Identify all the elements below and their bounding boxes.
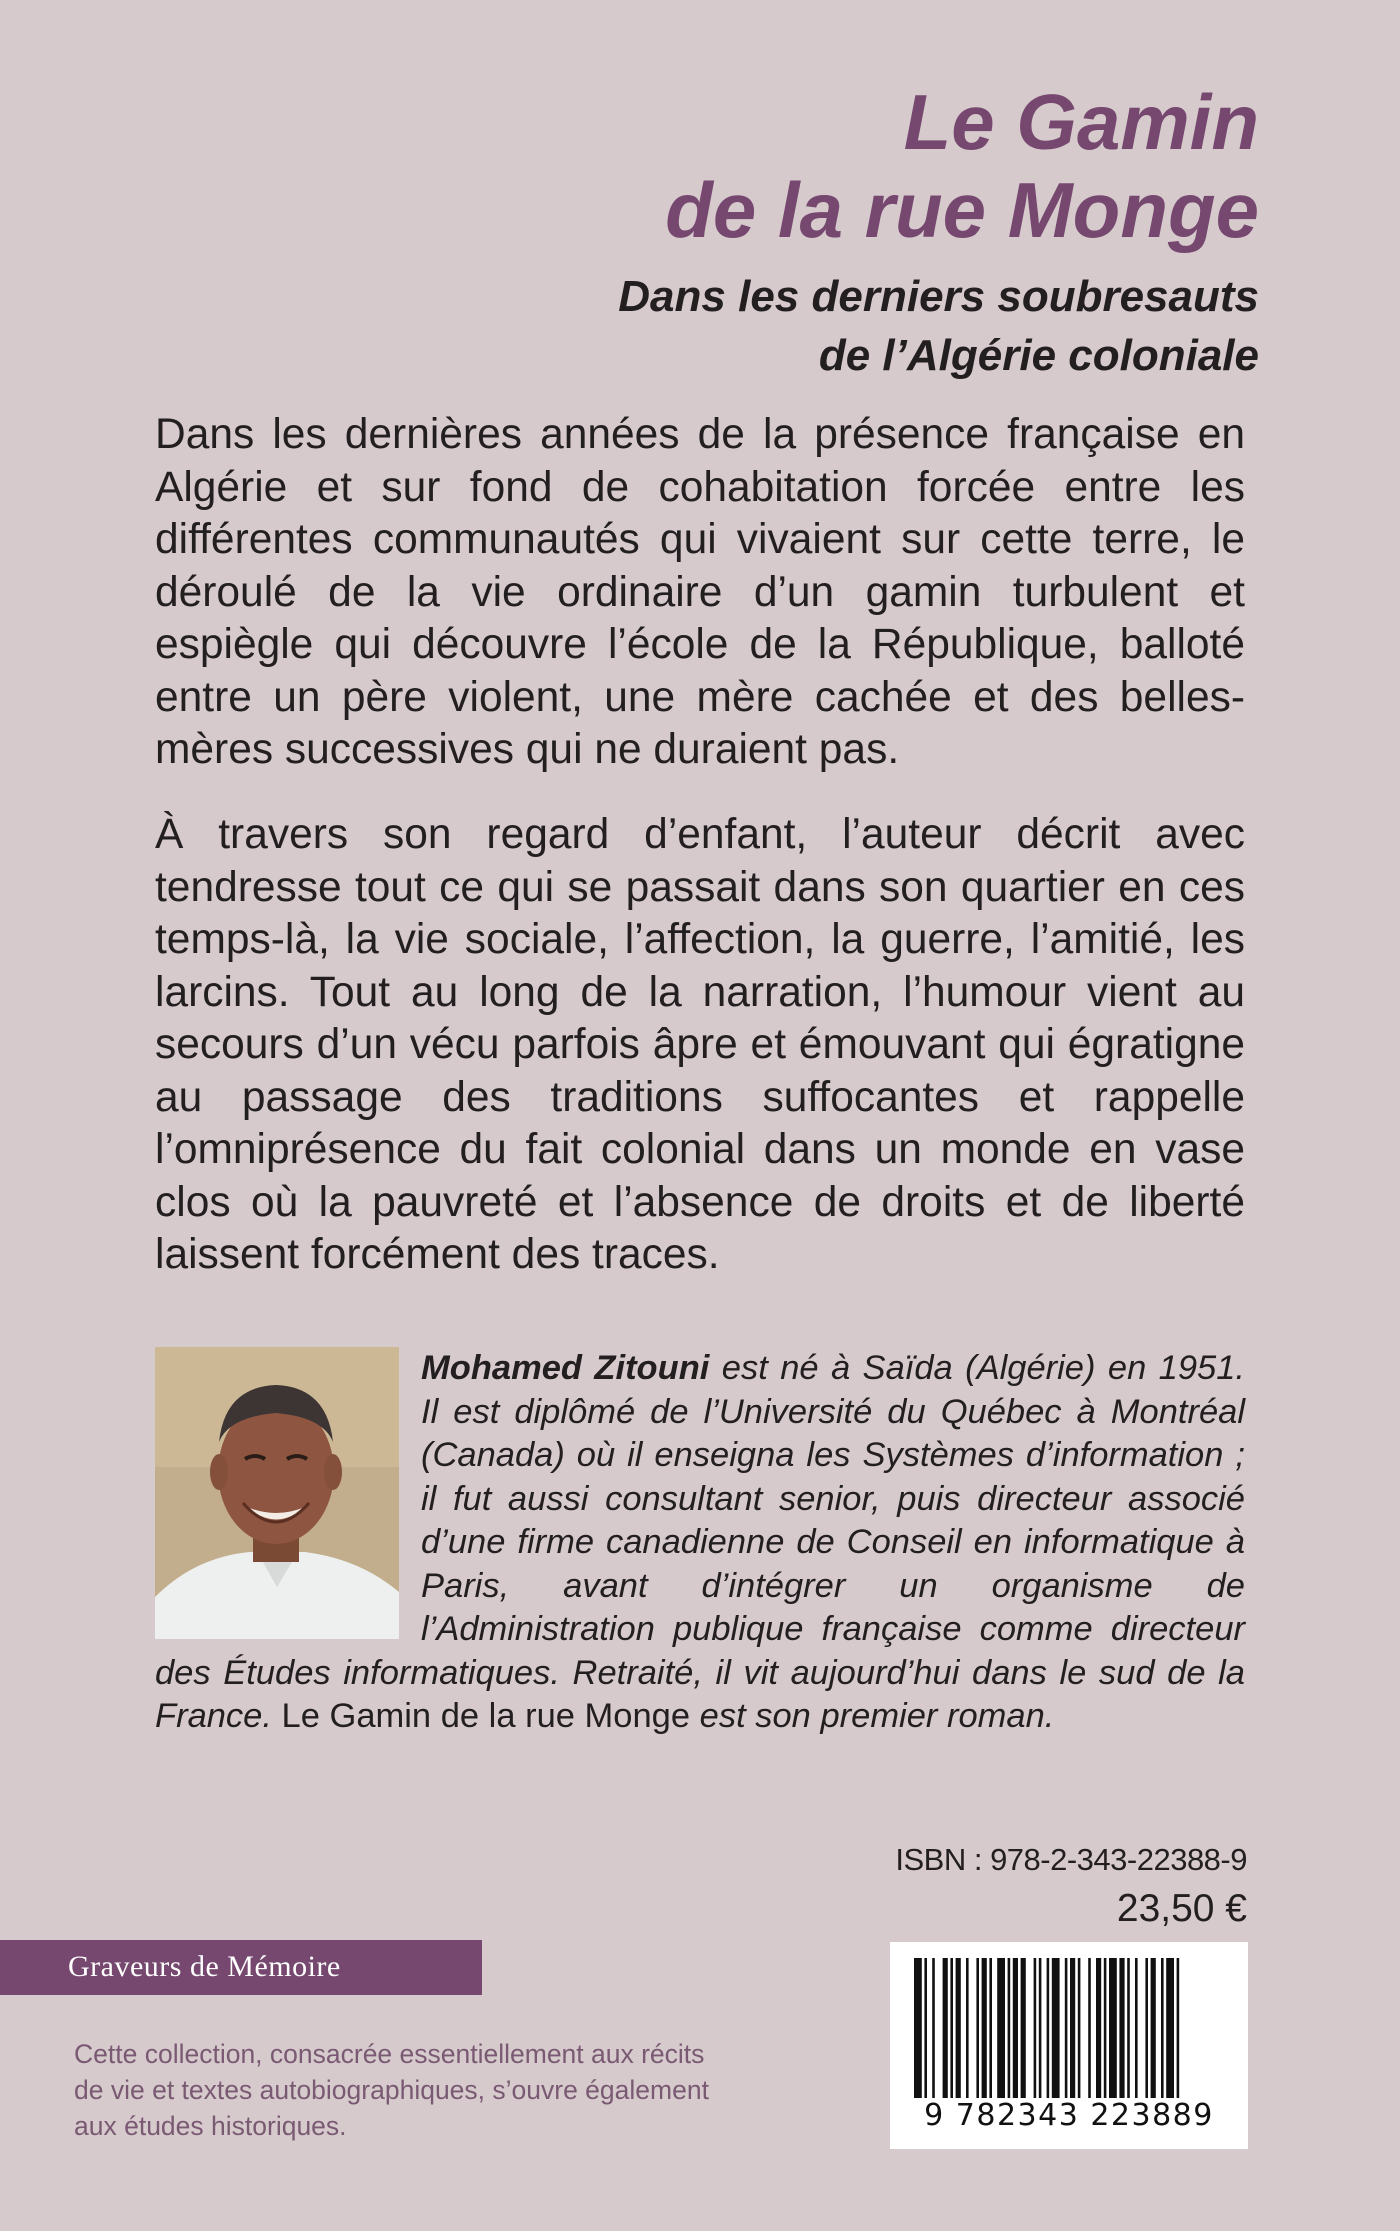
blurb-paragraph-2: À travers son regard d’enfant, l’auteur décrit avec tendresse tout ce qui se passait dans son quartier en ces temps-là, la vie sociale, l’affection, la guerre, l’amitié, les larcins. Tout au long de la narration, l’humour vient au secours d’un vécu parfois âpre et émouvant qui égratigne au passage des traditions suffocantes et rappelle l’omniprésence du fait colonial dans un monde en vase clos où la pauvreté et l’absence de droits et de liberté laissent forcément des traces. <box>155 811 1245 1278</box>
isbn: ISBN : 978-2-343-22388-9 <box>895 1842 1247 1877</box>
subtitle-line-2: de l’Algérie coloniale <box>818 331 1259 380</box>
barcode-bar <box>914 1958 922 2098</box>
barcode-bar <box>956 1958 961 2098</box>
subtitle-line-1: Dans les derniers soubresauts <box>618 272 1259 321</box>
barcode-bar <box>1151 1958 1156 2098</box>
barcode-bar <box>1096 1958 1101 2098</box>
price: 23,50 € <box>1116 1887 1247 1930</box>
blurb-paragraph-1: Dans les dernières années de la présence française en Algérie et sur fond de cohabitation forcée entre les différentes communautés qui vivaient sur cette terre, le déroulé de la vie ordinaire d’un gamin turbulent et espiègle qui découvre l’école de la République, balloté entre un père violent, une mère cachée et des belles-mères successives qui ne duraient pas. <box>155 411 1245 773</box>
book-title <box>665 78 1259 254</box>
barcode-bar <box>976 1958 979 2098</box>
collection-name: Graveurs de Mémoire <box>68 1950 341 1983</box>
barcode-bar <box>1034 1958 1037 2098</box>
barcode-bar <box>1078 1958 1081 2098</box>
barcode-bar <box>943 1958 948 2098</box>
barcode-bar <box>1088 1958 1091 2098</box>
barcode-bar <box>1166 1958 1174 2098</box>
book-subtitle <box>618 267 1259 385</box>
author-bio <box>155 1347 1245 1739</box>
barcode-digits: 9 782343 223889 <box>924 2098 1214 2133</box>
barcode-bar <box>982 1958 987 2098</box>
barcode-bar <box>1104 1958 1107 2098</box>
title-line-2: de la rue Monge <box>665 166 1259 254</box>
barcode-bar <box>1119 1958 1124 2098</box>
author-photo <box>155 1347 399 1639</box>
barcode-bar <box>1109 1958 1117 2098</box>
barcode-bar <box>1008 1958 1011 2098</box>
barcode-bar <box>1021 1958 1026 2098</box>
barcode-bar <box>1161 1958 1164 2098</box>
barcode-bar <box>1052 1958 1060 2098</box>
barcode-bar <box>1145 1958 1148 2098</box>
collection-description: Cette collection, consacrée essentiellement aux récits de vie et textes autobiographiques, s’ouvre également aux études historiques. <box>74 2039 709 2141</box>
barcode-bar <box>966 1958 969 2098</box>
author-bio-end: est son premier roman. <box>690 1697 1055 1735</box>
barcode-bar <box>997 1958 1005 2098</box>
author-portrait-illustration <box>155 1347 399 1639</box>
barcode-bar <box>932 1958 935 2098</box>
barcode-bar <box>1177 1958 1180 2098</box>
collection-banner <box>0 1940 482 1995</box>
barcode-bar <box>1039 1958 1042 2098</box>
barcode-bar <box>1127 1958 1130 2098</box>
barcode <box>890 1942 1248 2149</box>
barcode-bar <box>924 1958 927 2098</box>
barcode-bar <box>950 1958 953 2098</box>
book-title-reference: Le Gamin de la rue Monge <box>281 1697 691 1735</box>
barcode-bar <box>1135 1958 1138 2098</box>
barcode-bar <box>1013 1958 1018 2098</box>
barcode-bar <box>1047 1958 1050 2098</box>
author-name: Mohamed Zitouni <box>421 1349 710 1387</box>
barcode-bar <box>989 1958 992 2098</box>
author-bio-text: est né à Saïda (Algérie) en 1951. Il est diplômé de l’Université du Québec à Montréal (Canada) où il enseigna les Systèmes d’information ; il fut aussi consultant senior, puis directeur associé d’une firme canadienne de Conseil en informatique à Paris, avant d’intégrer un organisme de l’Administration publique française comme directeur des Études informatiques. Retraité, il vit aujourd’hui dans le sud de la France. <box>155 1349 1245 1735</box>
title-line-1: Le Gamin <box>903 78 1259 166</box>
barcode-bar <box>1065 1958 1068 2098</box>
barcode-bar <box>1070 1958 1075 2098</box>
